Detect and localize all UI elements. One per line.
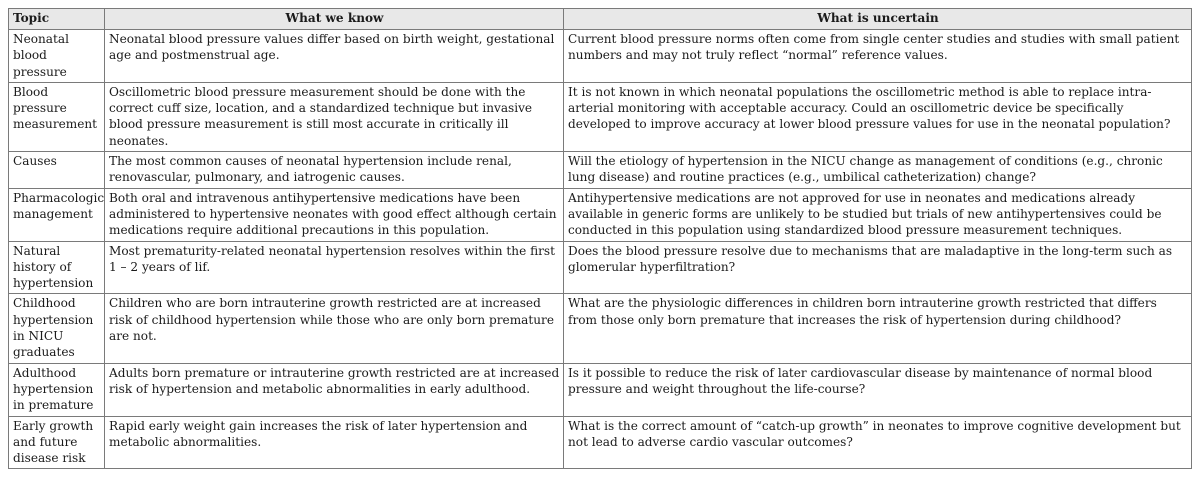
know-cell: Most prematurity-related neonatal hypertension resolves within the first 1 – 2 years of lif.: [105, 241, 564, 294]
topic-cell: Early growth and future disease risk: [9, 416, 105, 469]
knowledge-table: [8, 8, 1192, 469]
header-what-is-uncertain: What is uncertain: [564, 9, 1192, 30]
uncertain-cell: Current blood pressure norms often come from single center studies and studies with small patient numbers and may not truly reflect “normal” reference values.: [564, 30, 1192, 83]
table-row: [9, 294, 1192, 363]
topic-cell: Blood pressure measurement: [9, 82, 105, 151]
topic-cell: Causes: [9, 152, 105, 189]
topic-cell: Pharmacologic management: [9, 188, 105, 241]
table-row: [9, 152, 1192, 189]
uncertain-cell: Is it possible to reduce the risk of later cardiovascular disease by maintenance of normal blood pressure and weight throughout the life-course?: [564, 363, 1192, 416]
table-row: [9, 188, 1192, 241]
know-cell: Neonatal blood pressure values differ based on birth weight, gestational age and postmenstrual age.: [105, 30, 564, 83]
know-cell: Oscillometric blood pressure measurement should be done with the correct cuff size, location, and a standardized technique but invasive blood pressure measurement is still most accurate in critically ill neonates.: [105, 82, 564, 151]
topic-cell: Childhood hypertension in NICU graduates: [9, 294, 105, 363]
table-header-row: [9, 9, 1192, 30]
header-what-we-know: What we know: [105, 9, 564, 30]
uncertain-cell: What is the correct amount of “catch-up growth” in neonates to improve cognitive development but not lead to adverse cardio vascular outcomes?: [564, 416, 1192, 469]
know-cell: The most common causes of neonatal hypertension include renal, renovascular, pulmonary, and iatrogenic causes.: [105, 152, 564, 189]
uncertain-cell: Will the etiology of hypertension in the NICU change as management of conditions (e.g., chronic lung disease) and routine practices (e.g., umbilical catheterization) change?: [564, 152, 1192, 189]
table-row: [9, 241, 1192, 294]
uncertain-cell: It is not known in which neonatal populations the oscillometric method is able to replace intra-arterial monitoring with acceptable accuracy. Could an oscillometric device be specifically developed to improve accuracy at lower blood pressure values for use in the neonatal population?: [564, 82, 1192, 151]
table-row: [9, 30, 1192, 83]
uncertain-cell: What are the physiologic differences in children born intrauterine growth restricted that differs from those only born premature that increases the risk of hypertension during childhood?: [564, 294, 1192, 363]
header-topic: Topic: [9, 9, 105, 30]
topic-cell: Adulthood hypertension in premature: [9, 363, 105, 416]
data-table-container: [8, 8, 1191, 469]
table-row: [9, 416, 1192, 469]
know-cell: Both oral and intravenous antihypertensive medications have been administered to hypertensive neonates with good effect although certain medications require additional precautions in this population.: [105, 188, 564, 241]
table-row: [9, 363, 1192, 416]
uncertain-cell: Does the blood pressure resolve due to mechanisms that are maladaptive in the long-term such as glomerular hyperfiltration?: [564, 241, 1192, 294]
topic-cell: Natural history of hypertension: [9, 241, 105, 294]
know-cell: Adults born premature or intrauterine growth restricted are at increased risk of hypertension and metabolic abnormalities in early adulthood.: [105, 363, 564, 416]
uncertain-cell: Antihypertensive medications are not approved for use in neonates and medications already available in generic forms are unlikely to be studied but trials of new antihypertensives could be conducted in this population using standardized blood pressure measurement techniques.: [564, 188, 1192, 241]
know-cell: Rapid early weight gain increases the risk of later hypertension and metabolic abnormalities.: [105, 416, 564, 469]
table-row: [9, 82, 1192, 151]
topic-cell: Neonatal blood pressure: [9, 30, 105, 83]
know-cell: Children who are born intrauterine growth restricted are at increased risk of childhood hypertension while those who are only born premature are not.: [105, 294, 564, 363]
